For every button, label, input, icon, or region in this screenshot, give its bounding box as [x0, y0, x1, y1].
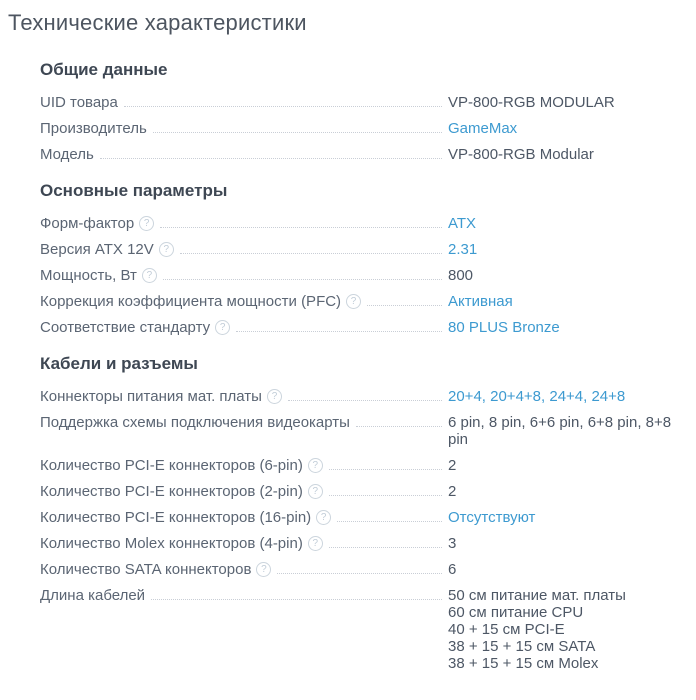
dotted-leader — [236, 331, 442, 332]
dotted-leader — [124, 106, 442, 107]
spec-label-group — [40, 483, 323, 500]
help-icon[interactable]: ? — [142, 268, 157, 283]
spec-label: Модель — [40, 146, 94, 163]
spec-label: Производитель — [40, 120, 147, 137]
spec-value — [448, 561, 688, 578]
spec-value-line[interactable]: 2.31 — [448, 241, 478, 258]
spec-value — [448, 94, 688, 111]
spec-row — [40, 388, 688, 405]
spec-row — [40, 215, 688, 232]
dotted-leader — [356, 426, 442, 427]
spec-row — [40, 535, 688, 552]
spec-label-group — [40, 587, 145, 604]
dotted-leader — [277, 573, 442, 574]
page-title: Технические характеристики — [8, 10, 307, 35]
spec-row — [40, 483, 688, 500]
spec-label-group — [40, 388, 282, 405]
spec-row — [40, 293, 688, 310]
spec-value-line[interactable]: 20+4, 20+4+8, 24+4, 24+8 — [448, 388, 626, 405]
spec-label: Форм-фактор — [40, 215, 135, 232]
dotted-leader — [288, 400, 442, 401]
spec-label: Соответствие стандарту — [40, 319, 211, 336]
help-icon[interactable]: ? — [256, 562, 271, 577]
help-icon[interactable]: ? — [139, 216, 154, 231]
spec-value-line: 38 + 15 + 15 см SATA — [448, 638, 596, 655]
spec-value — [448, 587, 688, 672]
spec-label: Количество PCI-E коннекторов (2-pin) — [40, 483, 303, 500]
dotted-leader — [329, 547, 442, 548]
spec-row — [40, 120, 688, 137]
spec-label-group — [40, 561, 271, 578]
spec-section — [40, 60, 688, 163]
spec-value-line: 50 см питание мат. платы — [448, 587, 626, 604]
spec-label: Количество PCI-E коннекторов (16-pin) — [40, 509, 312, 526]
help-icon[interactable]: ? — [308, 536, 323, 551]
spec-value-line[interactable]: GameMax — [448, 120, 518, 137]
help-icon[interactable]: ? — [308, 484, 323, 499]
spec-value-link[interactable] — [448, 241, 688, 258]
dotted-leader — [180, 253, 442, 254]
spec-value-link[interactable] — [448, 509, 688, 526]
spec-value — [448, 483, 688, 500]
spec-section — [40, 181, 688, 336]
spec-value-line: 6 — [448, 561, 457, 578]
spec-label-group — [40, 120, 147, 137]
spec-value — [448, 414, 688, 448]
spec-label-group — [40, 146, 94, 163]
spec-value-link[interactable] — [448, 319, 688, 336]
spec-label-group — [40, 293, 361, 310]
spec-label-group — [40, 509, 331, 526]
section-title: Основные параметры — [40, 181, 228, 200]
spec-label: Версия ATX 12V — [40, 241, 154, 258]
dotted-leader — [100, 158, 442, 159]
dotted-leader — [151, 599, 442, 600]
spec-label: Мощность, Вт — [40, 267, 137, 284]
spec-label-group — [40, 267, 157, 284]
spec-label-group — [40, 241, 174, 258]
spec-value-line: VP-800-RGB Modular — [448, 146, 594, 163]
section-title: Общие данные — [40, 60, 168, 79]
spec-label: Количество Molex коннекторов (4-pin) — [40, 535, 303, 552]
spec-value — [448, 267, 688, 284]
spec-label: Длина кабелей — [40, 587, 146, 604]
spec-row — [40, 509, 688, 526]
spec-value-line[interactable]: ATX — [448, 215, 477, 232]
dotted-leader — [329, 495, 442, 496]
spec-label-group — [40, 457, 323, 474]
spec-row — [40, 146, 688, 163]
spec-row — [40, 319, 688, 336]
spec-label: Количество PCI-E коннекторов (6-pin) — [40, 457, 303, 474]
help-icon[interactable]: ? — [215, 320, 230, 335]
spec-row — [40, 457, 688, 474]
spec-row — [40, 587, 688, 672]
spec-value-line: 2 — [448, 483, 457, 500]
spec-value-line[interactable]: Отсутствуют — [448, 509, 536, 526]
spec-row — [40, 241, 688, 258]
spec-value-line: 40 + 15 см PCI-E — [448, 621, 565, 638]
spec-value — [448, 146, 688, 163]
spec-label-group — [40, 94, 118, 111]
help-icon[interactable]: ? — [316, 510, 331, 525]
spec-value-line: 38 + 15 + 15 см Molex — [448, 655, 599, 672]
spec-label: Количество SATA коннекторов — [40, 561, 252, 578]
spec-label-group — [40, 414, 350, 431]
spec-row — [40, 414, 688, 448]
spec-value — [448, 457, 688, 474]
spec-value-line[interactable]: Активная — [448, 293, 513, 310]
help-icon[interactable]: ? — [159, 242, 174, 257]
dotted-leader — [163, 279, 442, 280]
spec-value-line: 60 см питание CPU — [448, 604, 584, 621]
dotted-leader — [329, 469, 442, 470]
spec-label: Коррекция коэффициента мощности (PFC) — [40, 293, 342, 310]
spec-label: UID товара — [40, 94, 118, 111]
dotted-leader — [160, 227, 442, 228]
spec-value-line[interactable]: 80 PLUS Bronze — [448, 319, 560, 336]
spec-value-link[interactable] — [448, 388, 688, 405]
spec-label: Поддержка схемы подключения видеокарты — [40, 414, 350, 431]
dotted-leader — [153, 132, 442, 133]
spec-label-group — [40, 319, 230, 336]
spec-value-line: 2 — [448, 457, 457, 474]
spec-value-link[interactable] — [448, 120, 688, 137]
spec-value-line: 6 pin, 8 pin, 6+6 pin, 6+8 pin, 8+8 pin — [448, 414, 672, 448]
help-icon[interactable]: ? — [267, 389, 282, 404]
spec-row — [40, 267, 688, 284]
spec-label: Коннекторы питания мат. платы — [40, 388, 262, 405]
spec-value-link[interactable] — [448, 293, 688, 310]
spec-value-link[interactable] — [448, 215, 688, 232]
spec-sections — [8, 60, 688, 672]
spec-label-group — [40, 535, 323, 552]
spec-row — [40, 561, 688, 578]
section-title: Кабели и разъемы — [40, 354, 198, 373]
spec-row — [40, 94, 688, 111]
spec-value-line: VP-800-RGB MODULAR — [448, 94, 615, 111]
spec-value — [448, 535, 688, 552]
spec-section — [40, 354, 688, 672]
dotted-leader — [337, 521, 442, 522]
help-icon[interactable]: ? — [308, 458, 323, 473]
dotted-leader — [367, 305, 442, 306]
help-icon[interactable]: ? — [346, 294, 361, 309]
spec-value-line: 800 — [448, 267, 474, 284]
spec-value-line: 3 — [448, 535, 457, 552]
spec-label-group — [40, 215, 154, 232]
